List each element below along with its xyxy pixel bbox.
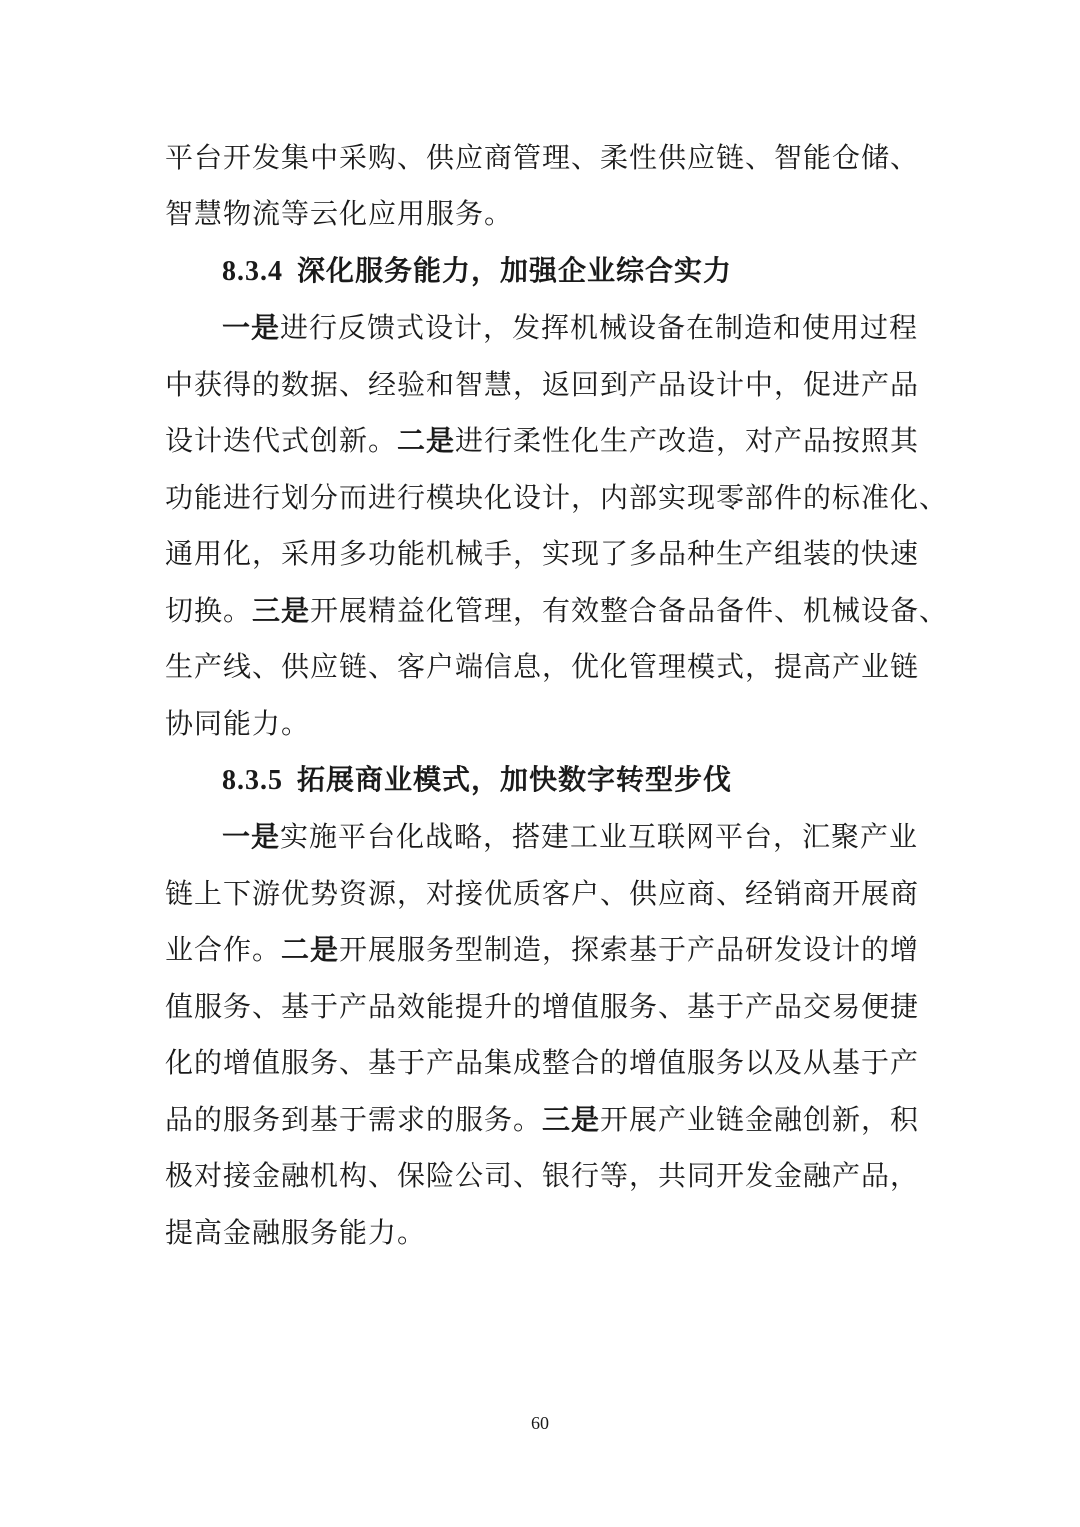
- line-text: 中获得的数据、经验和智慧，返回到产品设计中，促进产品: [165, 368, 920, 401]
- line-text: 开展精益化管理，有效整合备品备件、机械设备、: [310, 594, 949, 627]
- line-text: 功能进行划分而进行模块化设计，内部实现零部件的标准化、: [165, 481, 949, 514]
- section-number: 8.3.4: [222, 256, 283, 287]
- line-text: 品的服务到基于需求的服务。: [165, 1103, 543, 1136]
- section-title: 拓展商业模式，加快数字转型步伐: [297, 763, 733, 796]
- line-text: 切换。: [165, 594, 253, 627]
- section-number: 8.3.5: [222, 765, 283, 796]
- line-text: 极对接金融机构、保险公司、银行等，共同开发金融产品，: [165, 1159, 920, 1192]
- paragraph-line: [165, 979, 919, 1035]
- paragraph-line: [222, 300, 918, 356]
- line-text: 生产线、供应链、客户端信息，优化管理模式，提高产业链: [165, 650, 920, 683]
- bold-marker: 一是: [222, 820, 281, 853]
- bold-marker: 三是: [252, 594, 311, 627]
- paragraph-line: [165, 866, 919, 922]
- line-text: 提高金融服务能力。: [165, 1216, 427, 1249]
- paragraph-line: [222, 809, 918, 865]
- line-text: 通用化，采用多功能机械手，实现了多品种生产组装的快速: [165, 537, 920, 570]
- paragraph-line: [165, 1148, 919, 1204]
- paragraph-line: [165, 1035, 919, 1091]
- line-text: 链上下游优势资源，对接优质客户、供应商、经销商开展商: [165, 877, 920, 910]
- paragraph-line: [165, 639, 919, 695]
- line-text: 平台开发集中采购、供应商管理、柔性供应链、智能仓储、: [165, 141, 920, 174]
- paragraph-line: [165, 470, 948, 526]
- line-text: 开展服务型制造，探索基于产品研发设计的增: [339, 933, 920, 966]
- page-number: 60: [531, 1413, 549, 1433]
- line-text: 化的增值服务、基于产品集成整合的增值服务以及从基于产: [165, 1046, 920, 1079]
- paragraph-line: [165, 696, 310, 752]
- bold-marker: 二是: [397, 424, 456, 457]
- line-text: 值服务、基于产品效能提升的增值服务、基于产品交易便捷: [165, 990, 920, 1023]
- paragraph-line: [165, 413, 919, 469]
- line-text: 协同能力。: [165, 707, 311, 740]
- bold-marker: 一是: [222, 311, 281, 344]
- bold-marker: 二是: [281, 933, 340, 966]
- line-text: 实施平台化战略，搭建工业互联网平台，汇聚产业: [280, 820, 919, 853]
- line-text: 进行柔性化生产改造，对产品按照其: [455, 424, 920, 457]
- line-text: 开展产业链金融创新，积: [600, 1103, 920, 1136]
- paragraph-line: [165, 130, 919, 186]
- paragraph-line: [165, 922, 919, 978]
- paragraph-line: [165, 186, 513, 242]
- bold-marker: 三是: [542, 1103, 601, 1136]
- line-text: 智慧物流等云化应用服务。: [165, 197, 514, 230]
- paragraph-line: [165, 1205, 426, 1261]
- line-text: 业合作。: [165, 933, 282, 966]
- paragraph-line: [165, 583, 948, 639]
- section-heading-8-3-5: [222, 752, 732, 808]
- paragraph-line: [165, 357, 919, 413]
- section-title: 深化服务能力，加强企业综合实力: [297, 254, 733, 287]
- line-text: 进行反馈式设计，发挥机械设备在制造和使用过程: [280, 311, 919, 344]
- paragraph-line: [165, 1092, 919, 1148]
- section-heading-8-3-4: [222, 243, 732, 299]
- line-text: 设计迭代式创新。: [165, 424, 398, 457]
- paragraph-line: [165, 526, 919, 582]
